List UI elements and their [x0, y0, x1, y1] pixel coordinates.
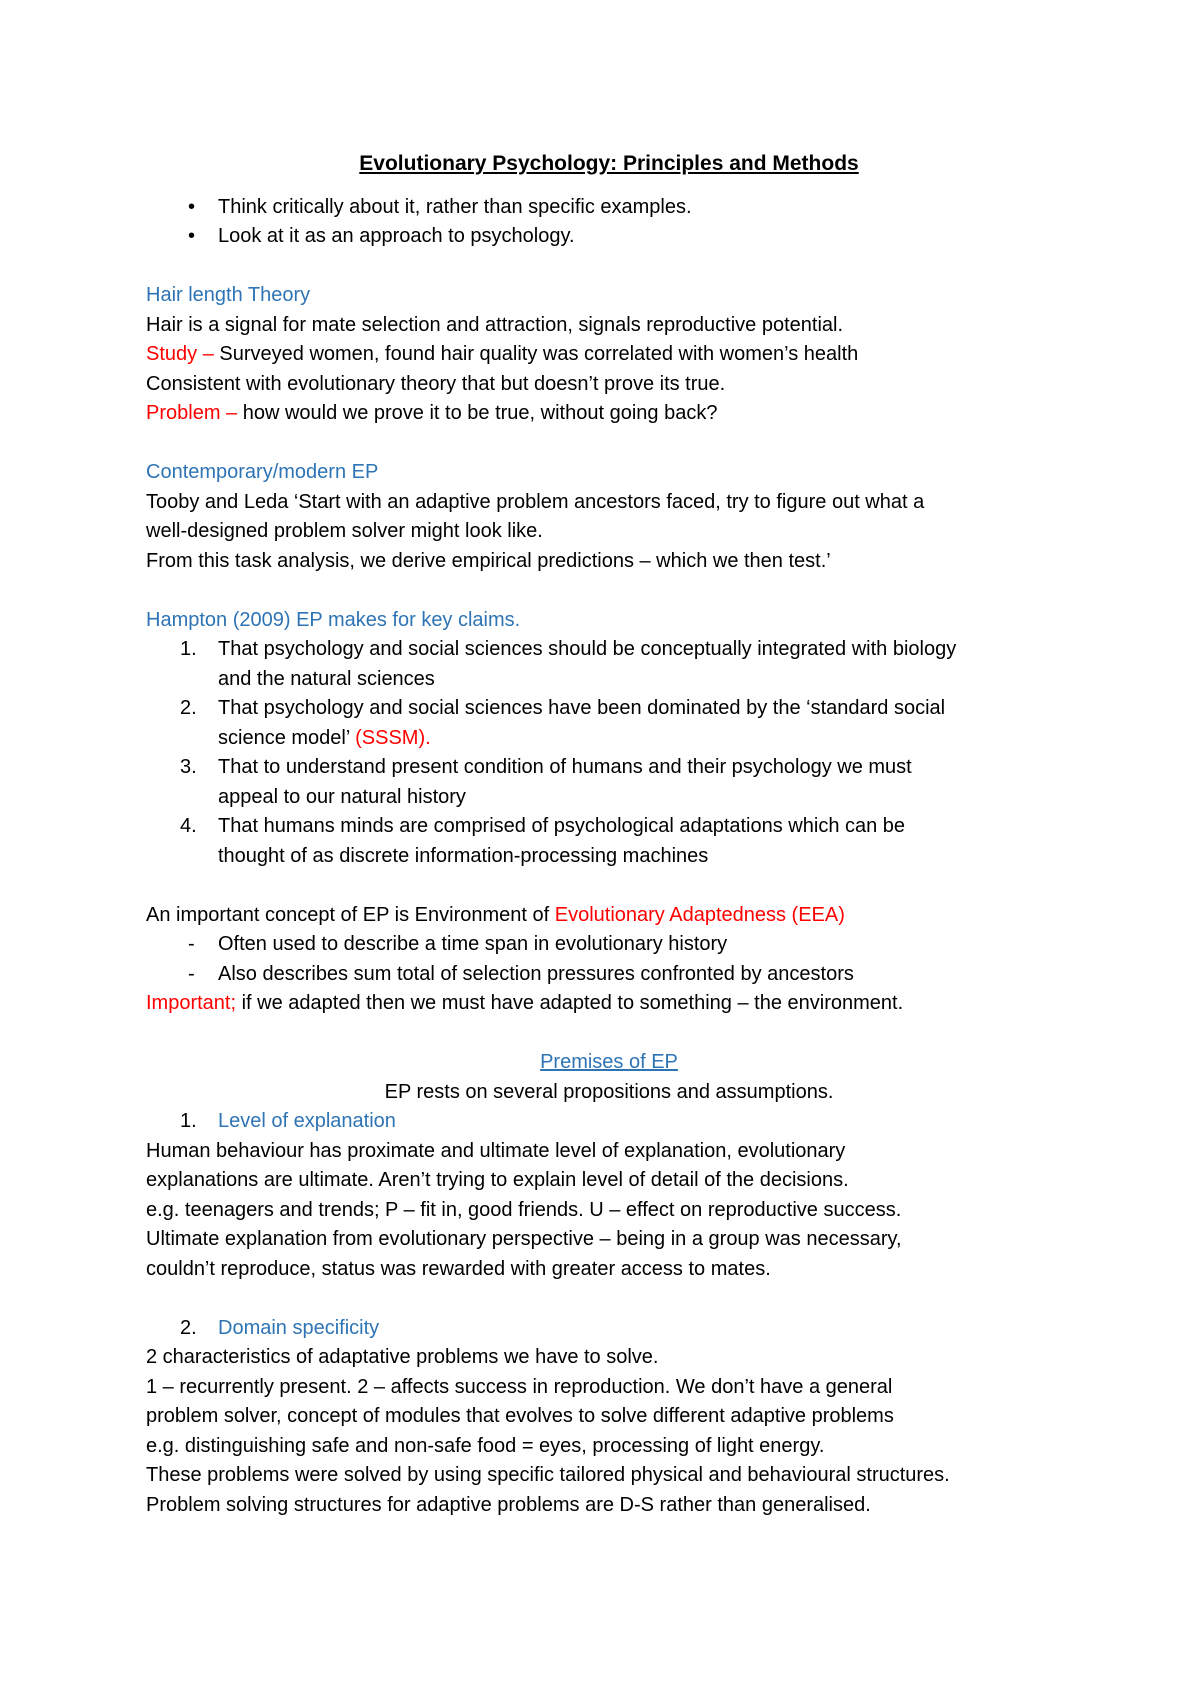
hair-heading: Hair length Theory	[146, 284, 311, 306]
claim-line: appeal to our natural history	[218, 785, 466, 808]
level-line: couldn’t reproduce, status was rewarded with greater access to mates.	[146, 1257, 771, 1280]
sssm-label: (SSSM).	[355, 726, 431, 749]
claim-line: That psychology and social sciences should be conceptually integrated with biology	[218, 638, 957, 660]
contemporary-line: well-designed problem solver might look like.	[146, 520, 543, 542]
contemporary-line: Tooby and Leda ‘Start with an adaptive problem ancestors faced, try to figure out what a	[146, 490, 925, 513]
intro-bullet-list	[146, 193, 1066, 252]
claim-line: That humans minds are comprised of psychological adaptations which can be	[218, 815, 906, 837]
level-line: Human behaviour has proximate and ultimate level of explanation, evolutionary	[146, 1139, 846, 1162]
domain-line: 1 – recurrently present. 2 – affects success in reproduction. We don’t have a general	[146, 1375, 893, 1398]
level-heading: Level of explanation	[218, 1110, 396, 1132]
level-heading-row	[146, 1107, 1066, 1137]
hair-study-line	[146, 340, 1066, 370]
bullet-item: • Think critically about it, rather than specific examples.	[146, 193, 1066, 223]
level-number: 1.	[180, 1110, 197, 1132]
important-line	[146, 989, 1066, 1019]
claim-number: 1.	[180, 638, 197, 660]
important-text: if we adapted then we must have adapted to something – the environment.	[236, 992, 904, 1014]
premises-heading: Premises of EP	[540, 1051, 678, 1073]
dash-item: - Also describes sum total of selection pressures confronted by ancestors	[146, 960, 1066, 990]
hair-line: Consistent with evolutionary theory that but doesn’t prove its true.	[146, 372, 726, 395]
domain-line: Problem solving structures for adaptive problems are D-S rather than generalised.	[146, 1493, 871, 1516]
level-line: explanations are ultimate. Aren’t trying to explain level of detail of the decisions.	[146, 1169, 849, 1191]
contemporary-line: From this task analysis, we derive empirical predictions – which we then test.’	[146, 549, 831, 572]
study-label: Study –	[146, 343, 220, 365]
claim-line: science model’	[218, 726, 356, 749]
claim-line: That psychology and social sciences have been dominated by the ‘standard social	[218, 697, 946, 719]
claim-line: That to understand present condition of humans and their psychology we must	[218, 756, 912, 778]
bullet-item: • Look at it as an approach to psychology.	[146, 222, 1066, 252]
domain-line: 2 characteristics of adaptative problems we have to solve.	[146, 1346, 659, 1368]
contemporary-heading: Contemporary/modern EP	[146, 461, 379, 483]
document-content	[146, 149, 1066, 1520]
hampton-heading: Hampton (2009) EP makes for key claims.	[146, 608, 521, 631]
claim-item	[146, 812, 1066, 871]
claim-item	[146, 694, 1066, 753]
domain-number: 2.	[180, 1316, 197, 1339]
claim-line: thought of as discrete information-processing machines	[218, 844, 709, 867]
document-title: Evolutionary Psychology: Principles and Methods	[359, 152, 859, 175]
claim-line: and the natural sciences	[218, 667, 435, 690]
claim-number: 2.	[180, 697, 197, 719]
claim-number: 4.	[180, 815, 197, 837]
important-label: Important;	[146, 992, 237, 1014]
claim-number: 3.	[180, 756, 197, 778]
claim-item	[146, 753, 1066, 812]
problem-label: Problem –	[146, 402, 243, 424]
dash-item: - Often used to describe a time span in evolutionary history	[146, 930, 1066, 960]
eea-term: Evolutionary Adaptedness (EEA)	[554, 903, 845, 926]
eea-intro	[146, 901, 1066, 931]
eea-intro-text: An important concept of EP is Environment of	[146, 903, 555, 926]
domain-line: problem solver, concept of modules that evolves to solve different adaptive problems	[146, 1405, 894, 1427]
level-line: Ultimate explanation from evolutionary perspective – being in a group was necessary,	[146, 1228, 902, 1250]
premises-subheading: EP rests on several propositions and assumptions.	[384, 1080, 834, 1103]
hair-line: Hair is a signal for mate selection and attraction, signals reproductive potential.	[146, 313, 844, 336]
eea-dash-list	[146, 930, 1066, 989]
hair-problem-line	[146, 399, 1066, 429]
domain-heading-row	[146, 1314, 1066, 1344]
hampton-claims-list	[146, 635, 1066, 871]
domain-line: These problems were solved by using specific tailored physical and behavioural structures.	[146, 1464, 950, 1486]
claim-item	[146, 635, 1066, 694]
domain-line: e.g. distinguishing safe and non-safe food = eyes, processing of light energy.	[146, 1434, 825, 1457]
level-line: e.g. teenagers and trends; P – fit in, good friends. U – effect on reproductive success.	[146, 1198, 902, 1221]
domain-heading: Domain specificity	[218, 1316, 380, 1339]
problem-text: how would we prove it to be true, without going back?	[242, 402, 718, 424]
study-text: Surveyed women, found hair quality was correlated with women’s health	[219, 343, 859, 365]
